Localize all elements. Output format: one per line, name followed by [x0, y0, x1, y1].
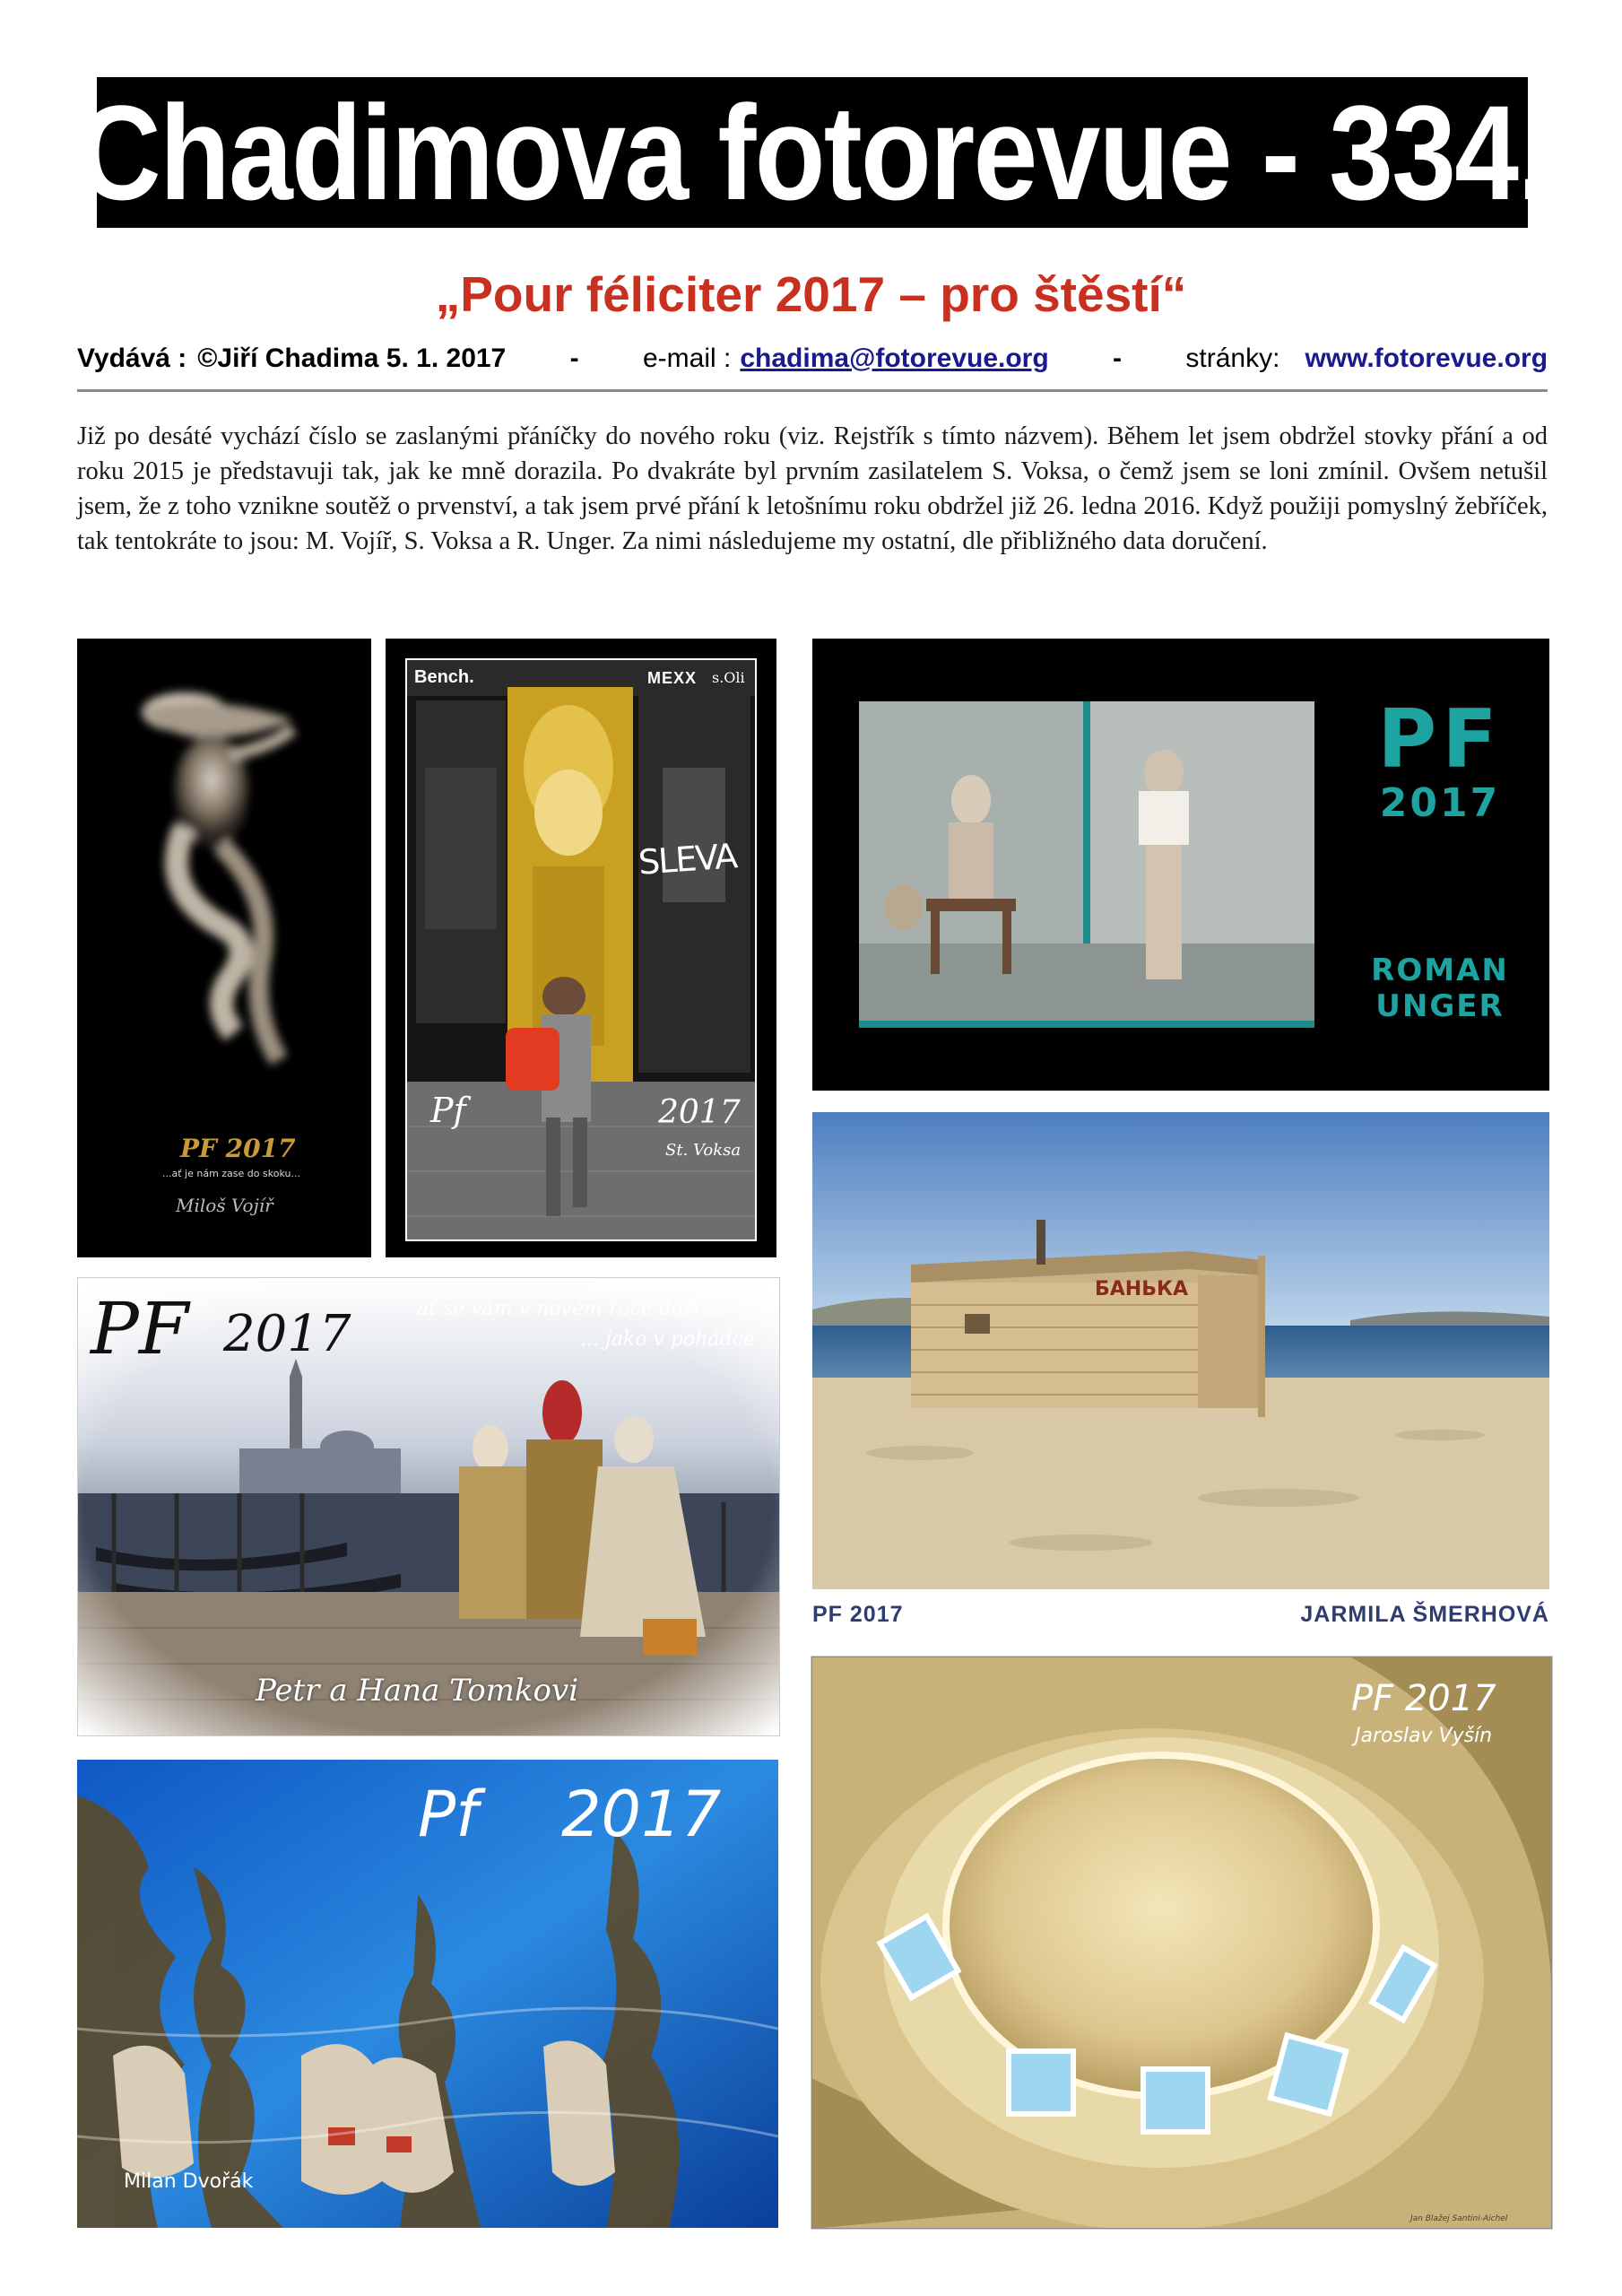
card-tagline: ...ať je nám zase do skoku... — [162, 1168, 300, 1179]
photo-card-voksa — [386, 639, 776, 1257]
header-divider — [77, 389, 1548, 392]
photo-card-dvorak — [77, 1760, 778, 2228]
photo-card-tomkovi — [77, 1277, 780, 1736]
intro-paragraph: Již po desáté vychází číslo se zaslanými přáníčky do nového roku (viz. Rejstřík s tímto názvem). Během let jsem obdržel stovky přání a od roku 2015 je představuji tak, jak ke mně dorazila. Po dvakráte byl prvním zasilatelem S. Voksa, o čemž jsem se loni zmínil. Ovšem netušil jsem, že z toho vznikne soutěž o prvenství, a tak jsem prvé přání k letošnímu roku obdržel již 26. ledna 2016. Když použiji pomyslný žebříček, tak tentokráte to jsou: M. Vojíř, S. Voksa a R. Unger. Za nimi následujeme my ostatní, dle přibližného data doručení. — [77, 422, 1548, 555]
card-author: Milan Dvořák — [124, 2170, 254, 2193]
dancer-photo — [77, 639, 371, 1257]
card-pf: PF — [1377, 692, 1503, 787]
publisher-line — [77, 344, 1548, 383]
email-label: e-mail : — [643, 344, 732, 373]
masthead — [77, 77, 1548, 228]
card-year: 2017 — [658, 1094, 741, 1131]
photo-card-vysin — [811, 1656, 1553, 2230]
card-pf: Pf — [418, 1778, 478, 1851]
card-pf: PF — [91, 1287, 189, 1370]
card-author: St. Voksa — [665, 1141, 742, 1160]
sale-sign: SLEVA — [637, 836, 738, 883]
card-year: 2017 — [1379, 780, 1501, 826]
hut-sign: БАНЬКА — [1095, 1278, 1188, 1300]
photo-card-unger — [812, 639, 1549, 1091]
card-year: 2017 — [561, 1778, 722, 1851]
photo-card-vojir — [77, 639, 371, 1257]
separator: - — [1113, 344, 1123, 373]
shop-sign-bench: Bench. — [414, 667, 474, 687]
card-inner-frame — [405, 658, 757, 1241]
photo-card-smerhova — [812, 1112, 1549, 1589]
page-title: Chadimova fotorevue - 334. — [77, 77, 1548, 228]
card-footer: Jan Blažej Santini-Aichel — [1410, 2214, 1508, 2223]
mannequin-window-photo — [859, 701, 1314, 1028]
card-pf: Pf — [430, 1091, 466, 1130]
card-wish-line1: ať se vám v novém roce daří ... — [417, 1298, 724, 1320]
card-title: PF 2017 — [1351, 1678, 1496, 1719]
beach-hut-photo — [812, 1112, 1549, 1589]
web-label: stránky: — [1185, 344, 1280, 373]
email-link[interactable]: chadima@fotorevue.org — [740, 344, 1049, 373]
author-last-name: UNGER — [1375, 988, 1505, 1024]
shop-sign-soliver: s.Oli — [712, 669, 745, 686]
card-signature: Petr a Hana Tomkovi — [256, 1673, 579, 1709]
caption-author: JARMILA ŠMERHOVÁ — [1300, 1602, 1549, 1627]
card-signature: Miloš Vojíř — [176, 1195, 273, 1216]
separator: - — [569, 344, 579, 373]
author-first-name: ROMAN — [1371, 952, 1509, 988]
publisher-label: Vydává : — [77, 344, 187, 373]
card-author: Jaroslav Vyšín — [1355, 1725, 1493, 1747]
card-wish-line2: ... jako v pohádce — [580, 1328, 755, 1351]
caption-pf: PF 2017 — [812, 1602, 904, 1627]
publisher-name: ©Jiří Chadima 5. 1. 2017 — [197, 344, 507, 373]
shop-sign-mexx: MEXX — [647, 669, 698, 687]
card-year: 2017 — [223, 1305, 351, 1363]
website-link[interactable]: www.fotorevue.org — [1305, 344, 1548, 373]
card-title: PF 2017 — [180, 1134, 296, 1163]
subtitle: „Pour féliciter 2017 – pro štěstí“ — [435, 266, 1187, 322]
